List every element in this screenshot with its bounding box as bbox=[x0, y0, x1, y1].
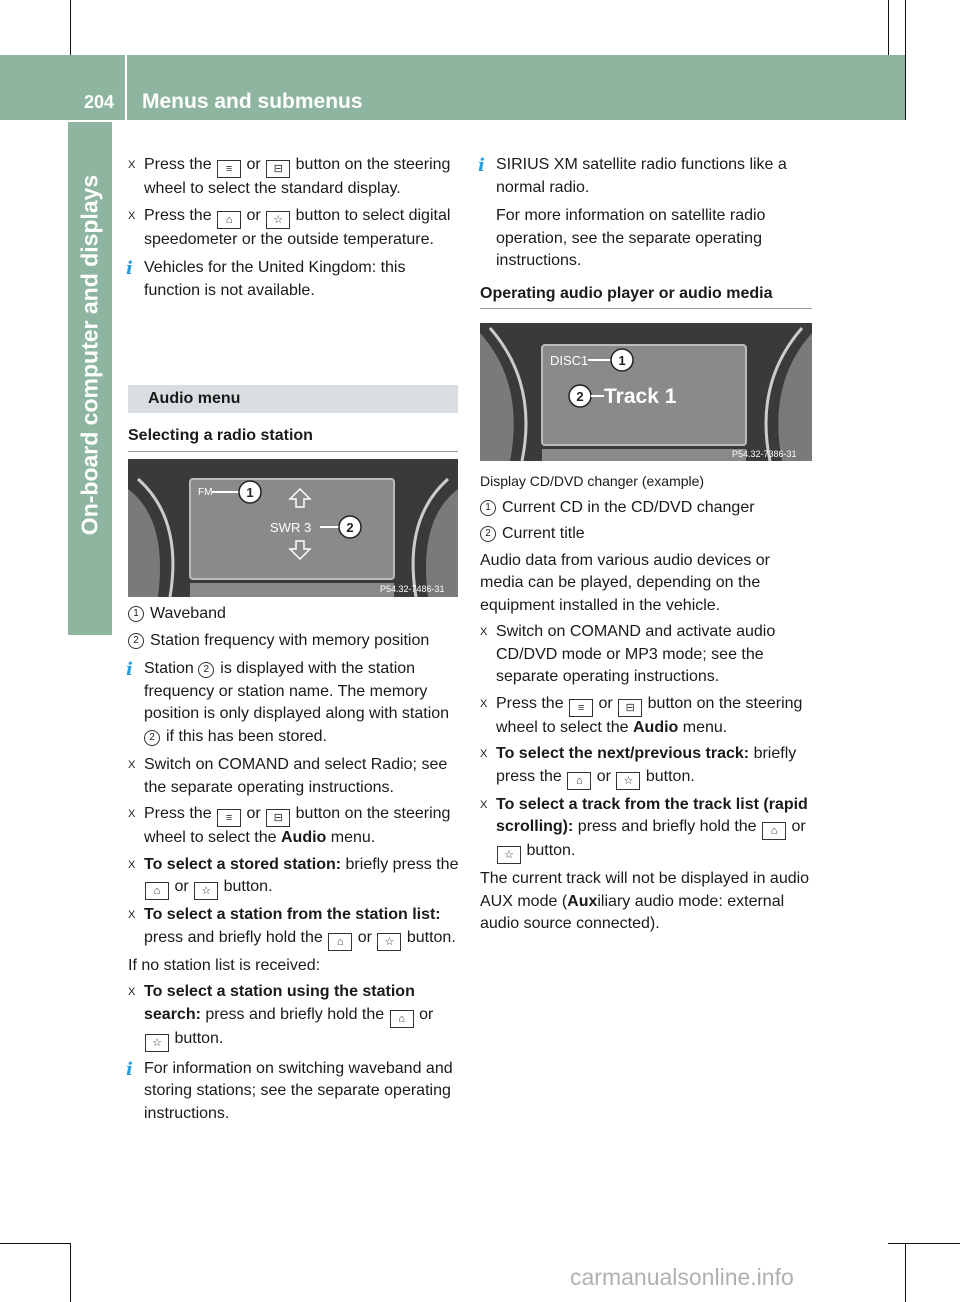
step: X To select a stored station: briefly press the ⌂ or ☆ button. bbox=[128, 854, 460, 901]
fm-label: FM bbox=[198, 487, 213, 498]
crop-mark bbox=[905, 0, 906, 120]
menu-right-button-icon: ⊟ bbox=[618, 699, 642, 717]
info-icon: i bbox=[126, 1058, 133, 1080]
callout-1: 1 bbox=[618, 353, 626, 368]
step: X Switch on COMAND and activate audio CD/DVD mode or MP3 mode; see the separate operating instructions. bbox=[480, 623, 776, 685]
down-button-icon: ☆ bbox=[145, 1034, 169, 1052]
left-subhead-block bbox=[128, 425, 458, 452]
info-note: i Station 2 is displayed with the station frequency or station name. The memory position is only displayed along with station 2 if this has been stored. bbox=[126, 659, 450, 745]
radio-display-image bbox=[128, 459, 458, 597]
left-column-lower bbox=[128, 603, 460, 1131]
crop-mark bbox=[0, 1243, 70, 1244]
crop-mark bbox=[888, 0, 889, 55]
down-button-icon: ☆ bbox=[497, 846, 521, 864]
legend-item: 1 Current CD in the CD/DVD changer bbox=[480, 497, 814, 520]
up-button-icon: ⌂ bbox=[328, 933, 352, 951]
audio-menu-band bbox=[128, 385, 458, 413]
step-arrow-icon: X bbox=[480, 626, 488, 638]
menu-right-button-icon: ⊟ bbox=[266, 160, 290, 178]
disc-label: DISC1 bbox=[550, 353, 589, 368]
side-block bbox=[68, 587, 112, 635]
legend-item: 1 Waveband bbox=[128, 603, 460, 626]
step: X To select a station using the station search: press and briefly hold the ⌂ or ☆ button. bbox=[128, 981, 460, 1052]
step: X Press the ≡ or ⊟ button on the steering wheel to select the Audio menu. bbox=[480, 694, 803, 736]
station-name: SWR 3 bbox=[270, 520, 312, 535]
step-arrow-icon: X bbox=[128, 909, 136, 921]
right-column bbox=[480, 154, 812, 309]
step-arrow-icon: X bbox=[128, 808, 136, 820]
callout-2: 2 bbox=[576, 389, 584, 404]
step: X Press the ≡ or ⊟ button on the steering wheel to select the Audio menu. bbox=[128, 805, 451, 846]
audio-display-image bbox=[480, 323, 812, 461]
crop-mark bbox=[70, 1243, 71, 1302]
step-arrow-icon: X bbox=[128, 858, 136, 871]
step: X Switch on COMAND and select Radio; see the separate operating instructions. bbox=[128, 756, 448, 796]
subheading: Selecting a radio station bbox=[128, 425, 458, 452]
paragraph: For more information on satellite radio operation, see the separate operating instructions. bbox=[496, 207, 766, 269]
callout-1-icon: 1 bbox=[480, 500, 496, 516]
left-column bbox=[128, 154, 460, 308]
info-note: i Vehicles for the United Kingdom: this function is not available. bbox=[126, 258, 406, 299]
menu-left-button-icon: ≡ bbox=[217, 160, 241, 178]
menu-right-button-icon: ⊟ bbox=[266, 809, 290, 827]
step-arrow-icon: X bbox=[480, 798, 488, 811]
legend-item: 2 Current title bbox=[480, 523, 814, 546]
step-arrow-icon: X bbox=[480, 748, 488, 760]
watermark: carmanualsonline.info bbox=[570, 1264, 794, 1290]
callout-2-icon: 2 bbox=[480, 526, 496, 542]
menu-left-button-icon: ≡ bbox=[217, 809, 241, 827]
header-bar bbox=[0, 55, 905, 120]
crop-mark bbox=[888, 1243, 960, 1244]
up-button-icon: ⌂ bbox=[762, 822, 786, 840]
down-button-icon: ☆ bbox=[194, 882, 218, 900]
callout-2-icon: 2 bbox=[128, 633, 144, 649]
section-title: Menus and submenus bbox=[142, 90, 363, 113]
step-arrow-icon: X bbox=[128, 159, 136, 171]
page-number: 204 bbox=[84, 92, 115, 112]
callout-1: 1 bbox=[246, 485, 254, 500]
crop-mark bbox=[905, 1243, 906, 1302]
info-note: i For information on switching waveband and storing stations; see the separate operating instructions. bbox=[126, 1058, 453, 1122]
callout-2-icon: 2 bbox=[144, 730, 160, 746]
down-button-icon: ☆ bbox=[266, 211, 290, 229]
step-arrow-icon: X bbox=[128, 986, 136, 998]
down-button-icon: ☆ bbox=[616, 772, 640, 790]
down-button-icon: ☆ bbox=[377, 933, 401, 951]
callout-1-icon: 1 bbox=[128, 606, 144, 622]
step-arrow-icon: X bbox=[480, 697, 488, 710]
image-code: P54.32-7386-31 bbox=[732, 449, 797, 459]
subheading: Operating audio player or audio media bbox=[480, 283, 812, 310]
callout-2-icon: 2 bbox=[198, 662, 214, 678]
step: X Press the ⌂ or ☆ button to select digital speedometer or the outside temperature. bbox=[128, 206, 451, 248]
up-button-icon: ⌂ bbox=[567, 772, 591, 790]
header-divider bbox=[125, 55, 127, 120]
paragraph: Audio data from various audio devices or media can be played, depending on the equipment installed in the vehicle. bbox=[480, 551, 770, 614]
step: X To select a station from the station list: press and briefly hold the ⌂ or ☆ button. bbox=[128, 904, 460, 951]
step-arrow-icon: X bbox=[128, 209, 136, 222]
image-code: P54.32-7486-31 bbox=[380, 584, 445, 594]
callout-2: 2 bbox=[346, 520, 354, 535]
up-button-icon: ⌂ bbox=[217, 211, 241, 229]
image-caption: Display CD/DVD changer (example) bbox=[480, 473, 705, 489]
audio-menu-heading: Audio menu bbox=[148, 390, 241, 407]
track-label: Track 1 bbox=[604, 385, 677, 408]
right-column-lower bbox=[480, 470, 814, 940]
up-button-icon: ⌂ bbox=[390, 1010, 414, 1028]
info-note: i SIRIUS XM satellite radio functions like a normal radio. bbox=[478, 155, 787, 196]
side-tab-label: On-board computer and displays bbox=[76, 174, 103, 536]
legend-item: 2 Station frequency with memory position bbox=[128, 630, 460, 653]
info-icon: i bbox=[478, 155, 485, 176]
up-button-icon: ⌂ bbox=[145, 882, 169, 900]
step: X To select the next/previous track: briefly press the ⌂ or ☆ button. bbox=[480, 743, 814, 790]
step: X To select a track from the track list (rapid scrolling): press and briefly hold the ⌂ or ☆ button. bbox=[480, 794, 814, 865]
step-arrow-icon: X bbox=[128, 759, 136, 771]
step: X Press the ≡ or ⊟ button on the steering wheel to select the standard display. bbox=[128, 156, 451, 197]
crop-mark bbox=[70, 0, 71, 55]
info-icon: i bbox=[126, 659, 133, 680]
paragraph: If no station list is received: bbox=[128, 956, 321, 974]
info-icon: i bbox=[126, 258, 133, 279]
paragraph: The current track will not be displayed in audio AUX mode (Auxiliary audio mode: external audio source connected). bbox=[480, 870, 810, 932]
menu-left-button-icon: ≡ bbox=[569, 699, 593, 717]
